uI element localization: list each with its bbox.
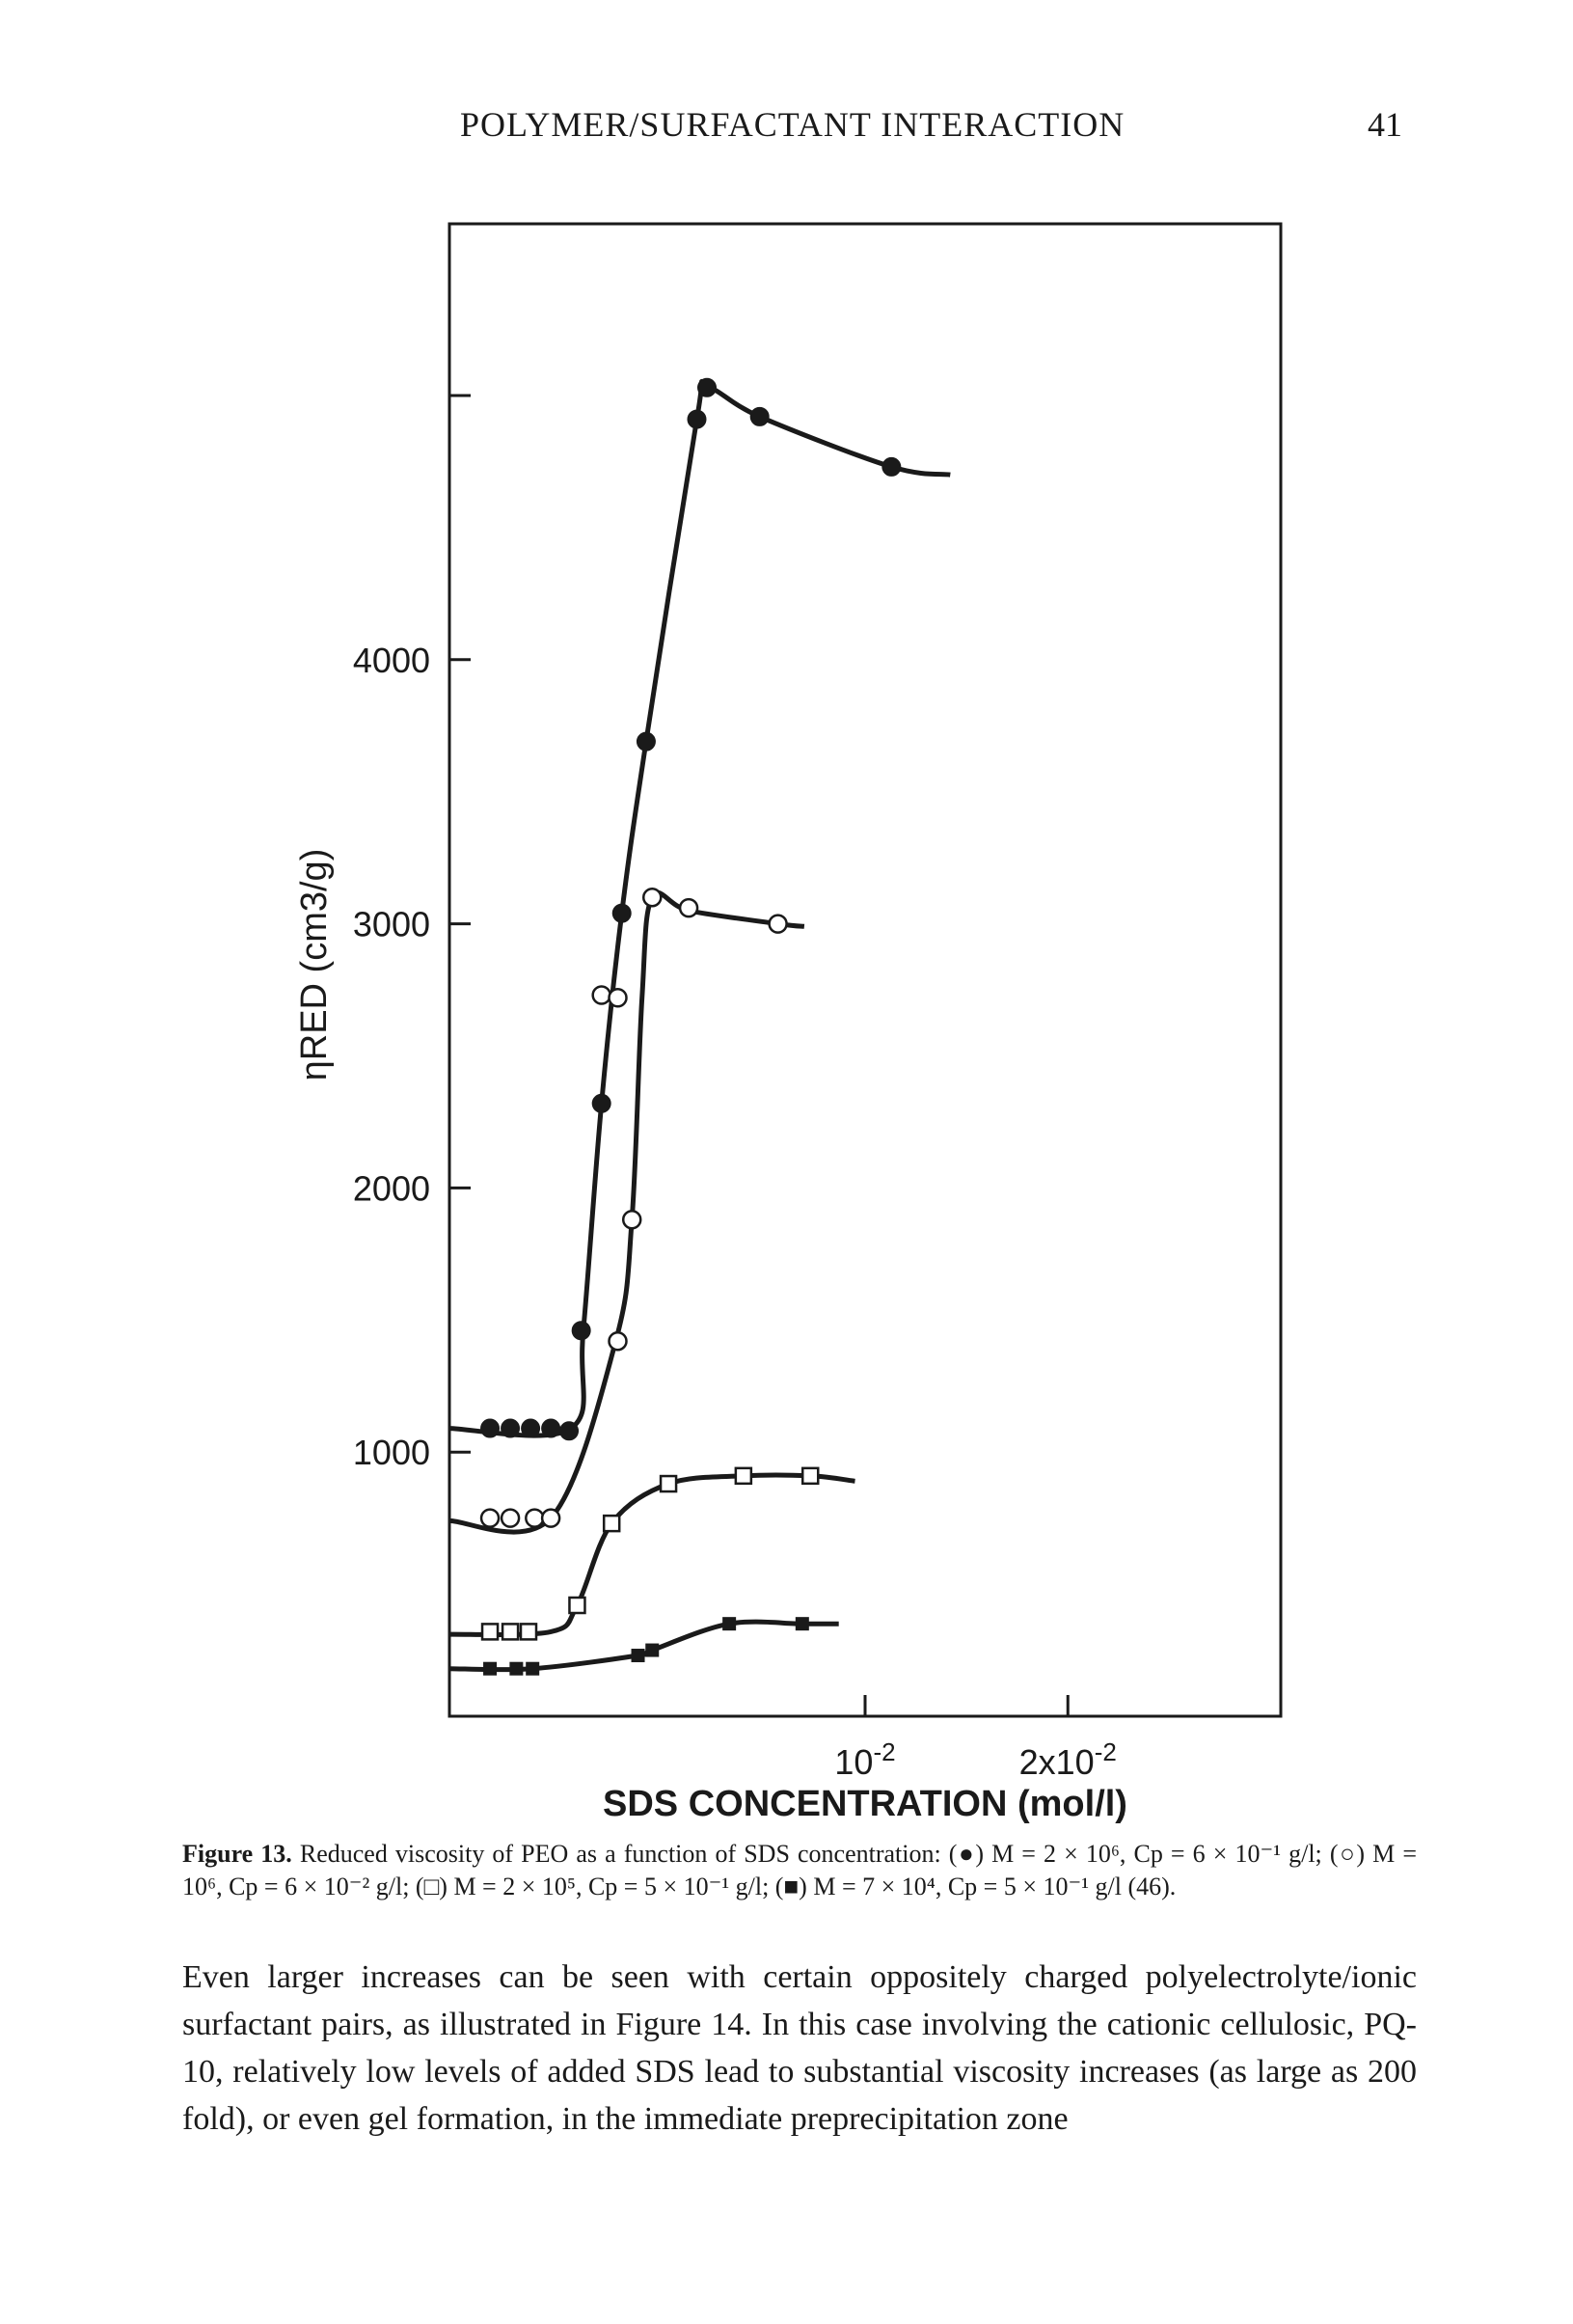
y-tick-label: 4000 (352, 640, 430, 680)
data-point (521, 1624, 536, 1639)
data-point (502, 1510, 519, 1527)
data-point (481, 1510, 499, 1527)
data-point (751, 408, 769, 425)
data-point (573, 1322, 590, 1339)
data-point (560, 1422, 578, 1439)
data-point (646, 1645, 658, 1656)
data-point (482, 1624, 498, 1639)
data-point (797, 1618, 808, 1629)
data-point (502, 1420, 519, 1437)
data-point (623, 1211, 640, 1228)
plot-frame (449, 224, 1281, 1716)
y-axis (353, 396, 471, 1472)
data-point (526, 1510, 543, 1527)
y-tick-label: 2000 (352, 1168, 430, 1209)
x-tick-label: $2x10^{-2}$ (1018, 1737, 1117, 1782)
data-point (643, 889, 661, 906)
data-point (736, 1468, 751, 1484)
caption-text: Reduced viscosity of PEO as a function of SDS concentration: (●) M = 2 × 10⁶, Cp = 6 × 10⁻¹ g/l; (○) M = 10⁶, Cp = 6 × 10⁻² g/l; (□) M = 2 × 10⁵, Cp = 5 × 10⁻¹ g/l; (■) M = 7 × 10⁴, Cp = 5 × 10⁻¹ g/l (46). (182, 1840, 1417, 1900)
x-axis-label: SDS CONCENTRATION (mol/l) (603, 1784, 1127, 1824)
series-curves (449, 381, 950, 1669)
data-point (604, 1516, 619, 1531)
data-point (661, 1476, 676, 1491)
figure-caption (182, 1838, 1417, 1903)
data-point (542, 1510, 559, 1527)
y-axis-label-group (294, 849, 335, 1081)
data-point (613, 905, 631, 922)
running-title: POLYMER/SURFACTANT INTERACTION (460, 105, 1126, 144)
y-tick-label: 1000 (352, 1433, 430, 1473)
data-point (688, 411, 705, 428)
data-point (882, 458, 900, 476)
y-axis-label: ηRED (cm3/g) (294, 848, 335, 1081)
data-point (637, 733, 655, 751)
data-point (522, 1420, 539, 1437)
x-axis (834, 1695, 1116, 1782)
data-point (481, 1420, 499, 1437)
x-tick-label: $10^{-2}$ (834, 1737, 896, 1782)
data-point (542, 1420, 559, 1437)
data-point (484, 1663, 496, 1675)
data-point (593, 987, 610, 1004)
page-number: 41 (1368, 105, 1402, 144)
caption-label: Figure 13. (182, 1840, 292, 1868)
y-tick-label: 3000 (352, 904, 430, 944)
data-point (698, 379, 716, 396)
data-point (633, 1650, 644, 1661)
series-line (449, 1475, 855, 1635)
series-line (449, 381, 950, 1435)
body-paragraph: Even larger increases can be seen with certain oppositely charged polyelectrolyte/ionic surfactant pairs, as illustrated in Figure 14. In this case involving the cationic cellulosic, PQ-10, relatively low levels of added SDS lead to substantial viscosity increases (as large as 200 fold), or even gel formation, in the immediate preprecipitation zone (182, 1959, 1417, 2137)
data-point (610, 989, 627, 1006)
data-point (610, 1332, 627, 1350)
data-point (593, 1095, 610, 1112)
data-point (770, 916, 787, 933)
data-point (569, 1598, 584, 1613)
data-point (502, 1624, 518, 1639)
data-point (510, 1663, 522, 1675)
data-point (723, 1618, 735, 1629)
data-point (680, 899, 697, 916)
data-point (802, 1468, 818, 1484)
data-point (527, 1663, 538, 1675)
